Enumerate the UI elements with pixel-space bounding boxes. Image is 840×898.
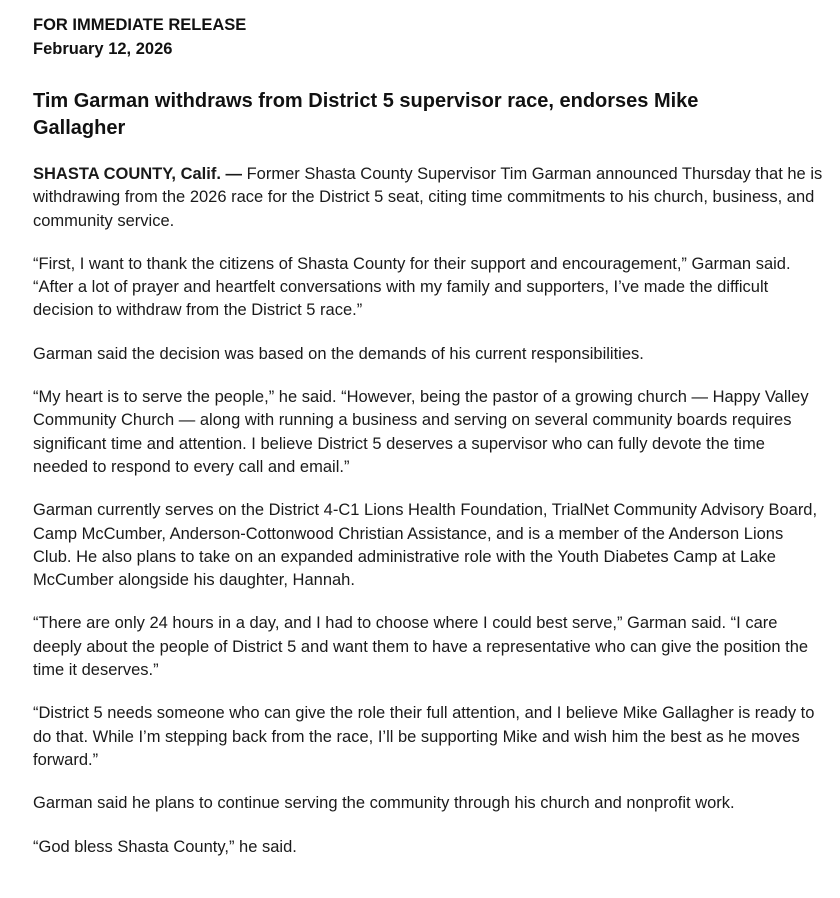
lead-text: Former Shasta County Supervisor Tim Garman announced Thursday that he is withdrawing from the 2026 race for the District 5 seat, citing time commitments to his church, business, and community service. bbox=[33, 165, 823, 230]
body-paragraph-2: Garman said the decision was based on the demands of his current responsibilities. bbox=[33, 344, 644, 363]
release-date: February 12, 2026 bbox=[33, 40, 173, 58]
dateline: SHASTA COUNTY, Calif. — bbox=[33, 165, 243, 183]
body-paragraph-3: “My heart is to serve the people,” he said. “However, being the pastor of a growing church — Happy Valley Community Church — along with running a business and serving on several community boards requires significant time and attention. I believe District 5 deserves a supervisor who can fully devote the time needed to respond to every call and email.” bbox=[33, 388, 809, 476]
body-paragraph-6: “District 5 needs someone who can give the role their full attention, and I believe Mike Gallagher is ready to do that. While I’m stepping back from the race, I’ll be supporting Mike and wish him the best as he moves forward.” bbox=[33, 704, 815, 769]
lead-paragraph bbox=[33, 163, 823, 233]
body-paragraph-5: “There are only 24 hours in a day, and I had to choose where I could best serve,” Garman said. “I care deeply about the people of District 5 and want them to have a representative who can give the position the time it deserves.” bbox=[33, 614, 809, 680]
body-paragraph-7: Garman said he plans to continue serving the community through his church and nonprofit work. bbox=[33, 794, 735, 813]
body-paragraph-4: Garman currently serves on the District 4-C1 Lions Health Foundation, TrialNet Community Advisory Board, Camp McCumber, Anderson-Cottonwood Christian Assistance, and is a member of the Anderson Lions Club. He also plans to take on an expanded administrative role with the Youth Diabetes Camp at Lake McCumber alongside his daughter, Hannah. bbox=[33, 501, 818, 590]
release-label: FOR IMMEDIATE RELEASE bbox=[33, 16, 247, 34]
body-paragraph-1: “First, I want to thank the citizens of Shasta County for their support and encouragement,” Garman said. “After a lot of prayer and heartfelt conversations with my family and supporters, I’ve made the difficult decision to withdraw from the District 5 race.” bbox=[33, 254, 791, 320]
body-paragraph-8: “God bless Shasta County,” he said. bbox=[33, 837, 297, 856]
headline: Tim Garman withdraws from District 5 supervisor race, endorses Mike Gallagher bbox=[33, 90, 699, 139]
